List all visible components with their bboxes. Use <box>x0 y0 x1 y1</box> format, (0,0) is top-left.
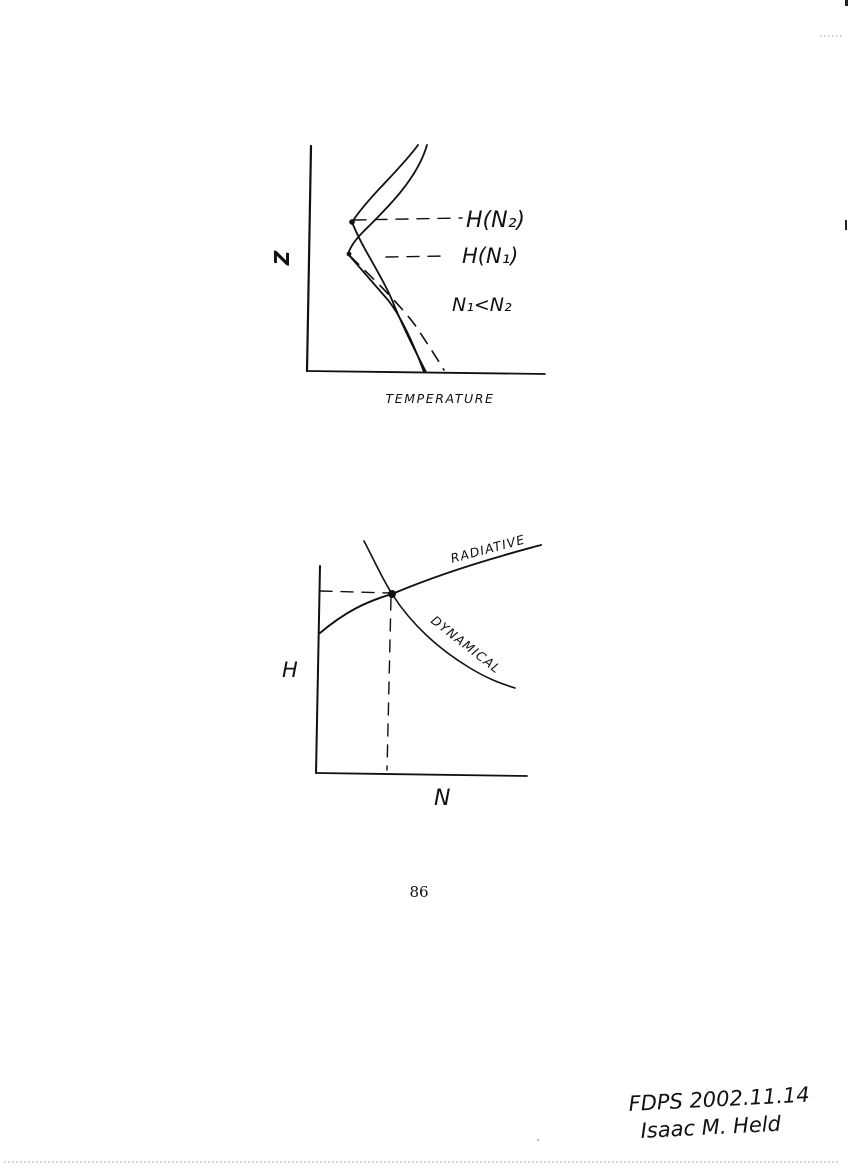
label-h-n2: H(N₂) <box>466 208 525 233</box>
stamp-line-1: FDPS 2002.11.14 <box>628 1082 811 1116</box>
tropopause-n1-point <box>347 252 352 257</box>
temperature-profile-diagram <box>270 145 545 406</box>
height-vs-n-diagram <box>282 532 541 811</box>
equilibrium-n-projection <box>387 598 391 770</box>
top-x-axis-label: TEMPERATURE <box>385 391 495 406</box>
top-y-axis <box>307 146 311 371</box>
radiative-label: RADIATIVE <box>448 531 527 566</box>
bottom-y-axis <box>316 566 320 773</box>
leader-n1 <box>386 256 448 257</box>
leader-n2 <box>354 218 462 220</box>
equilibrium-h-projection <box>320 591 390 593</box>
label-n1-less-n2: N₁<N₂ <box>452 294 512 316</box>
page-number: 86 <box>409 883 429 901</box>
stamp-line-2: Isaac M. Held <box>640 1111 782 1143</box>
top-y-axis-label: Z <box>270 250 294 266</box>
bottom-x-axis <box>316 773 527 776</box>
dynamical-label: DYNAMICAL <box>428 612 505 677</box>
profile-n2-curve <box>352 145 426 372</box>
bottom-y-axis-label: H <box>282 658 298 682</box>
label-h-n1: H(N₁) <box>462 244 519 268</box>
equilibrium-point <box>388 590 396 598</box>
handwritten-stamp <box>628 1083 810 1143</box>
bottom-x-axis-label: N <box>434 786 451 811</box>
